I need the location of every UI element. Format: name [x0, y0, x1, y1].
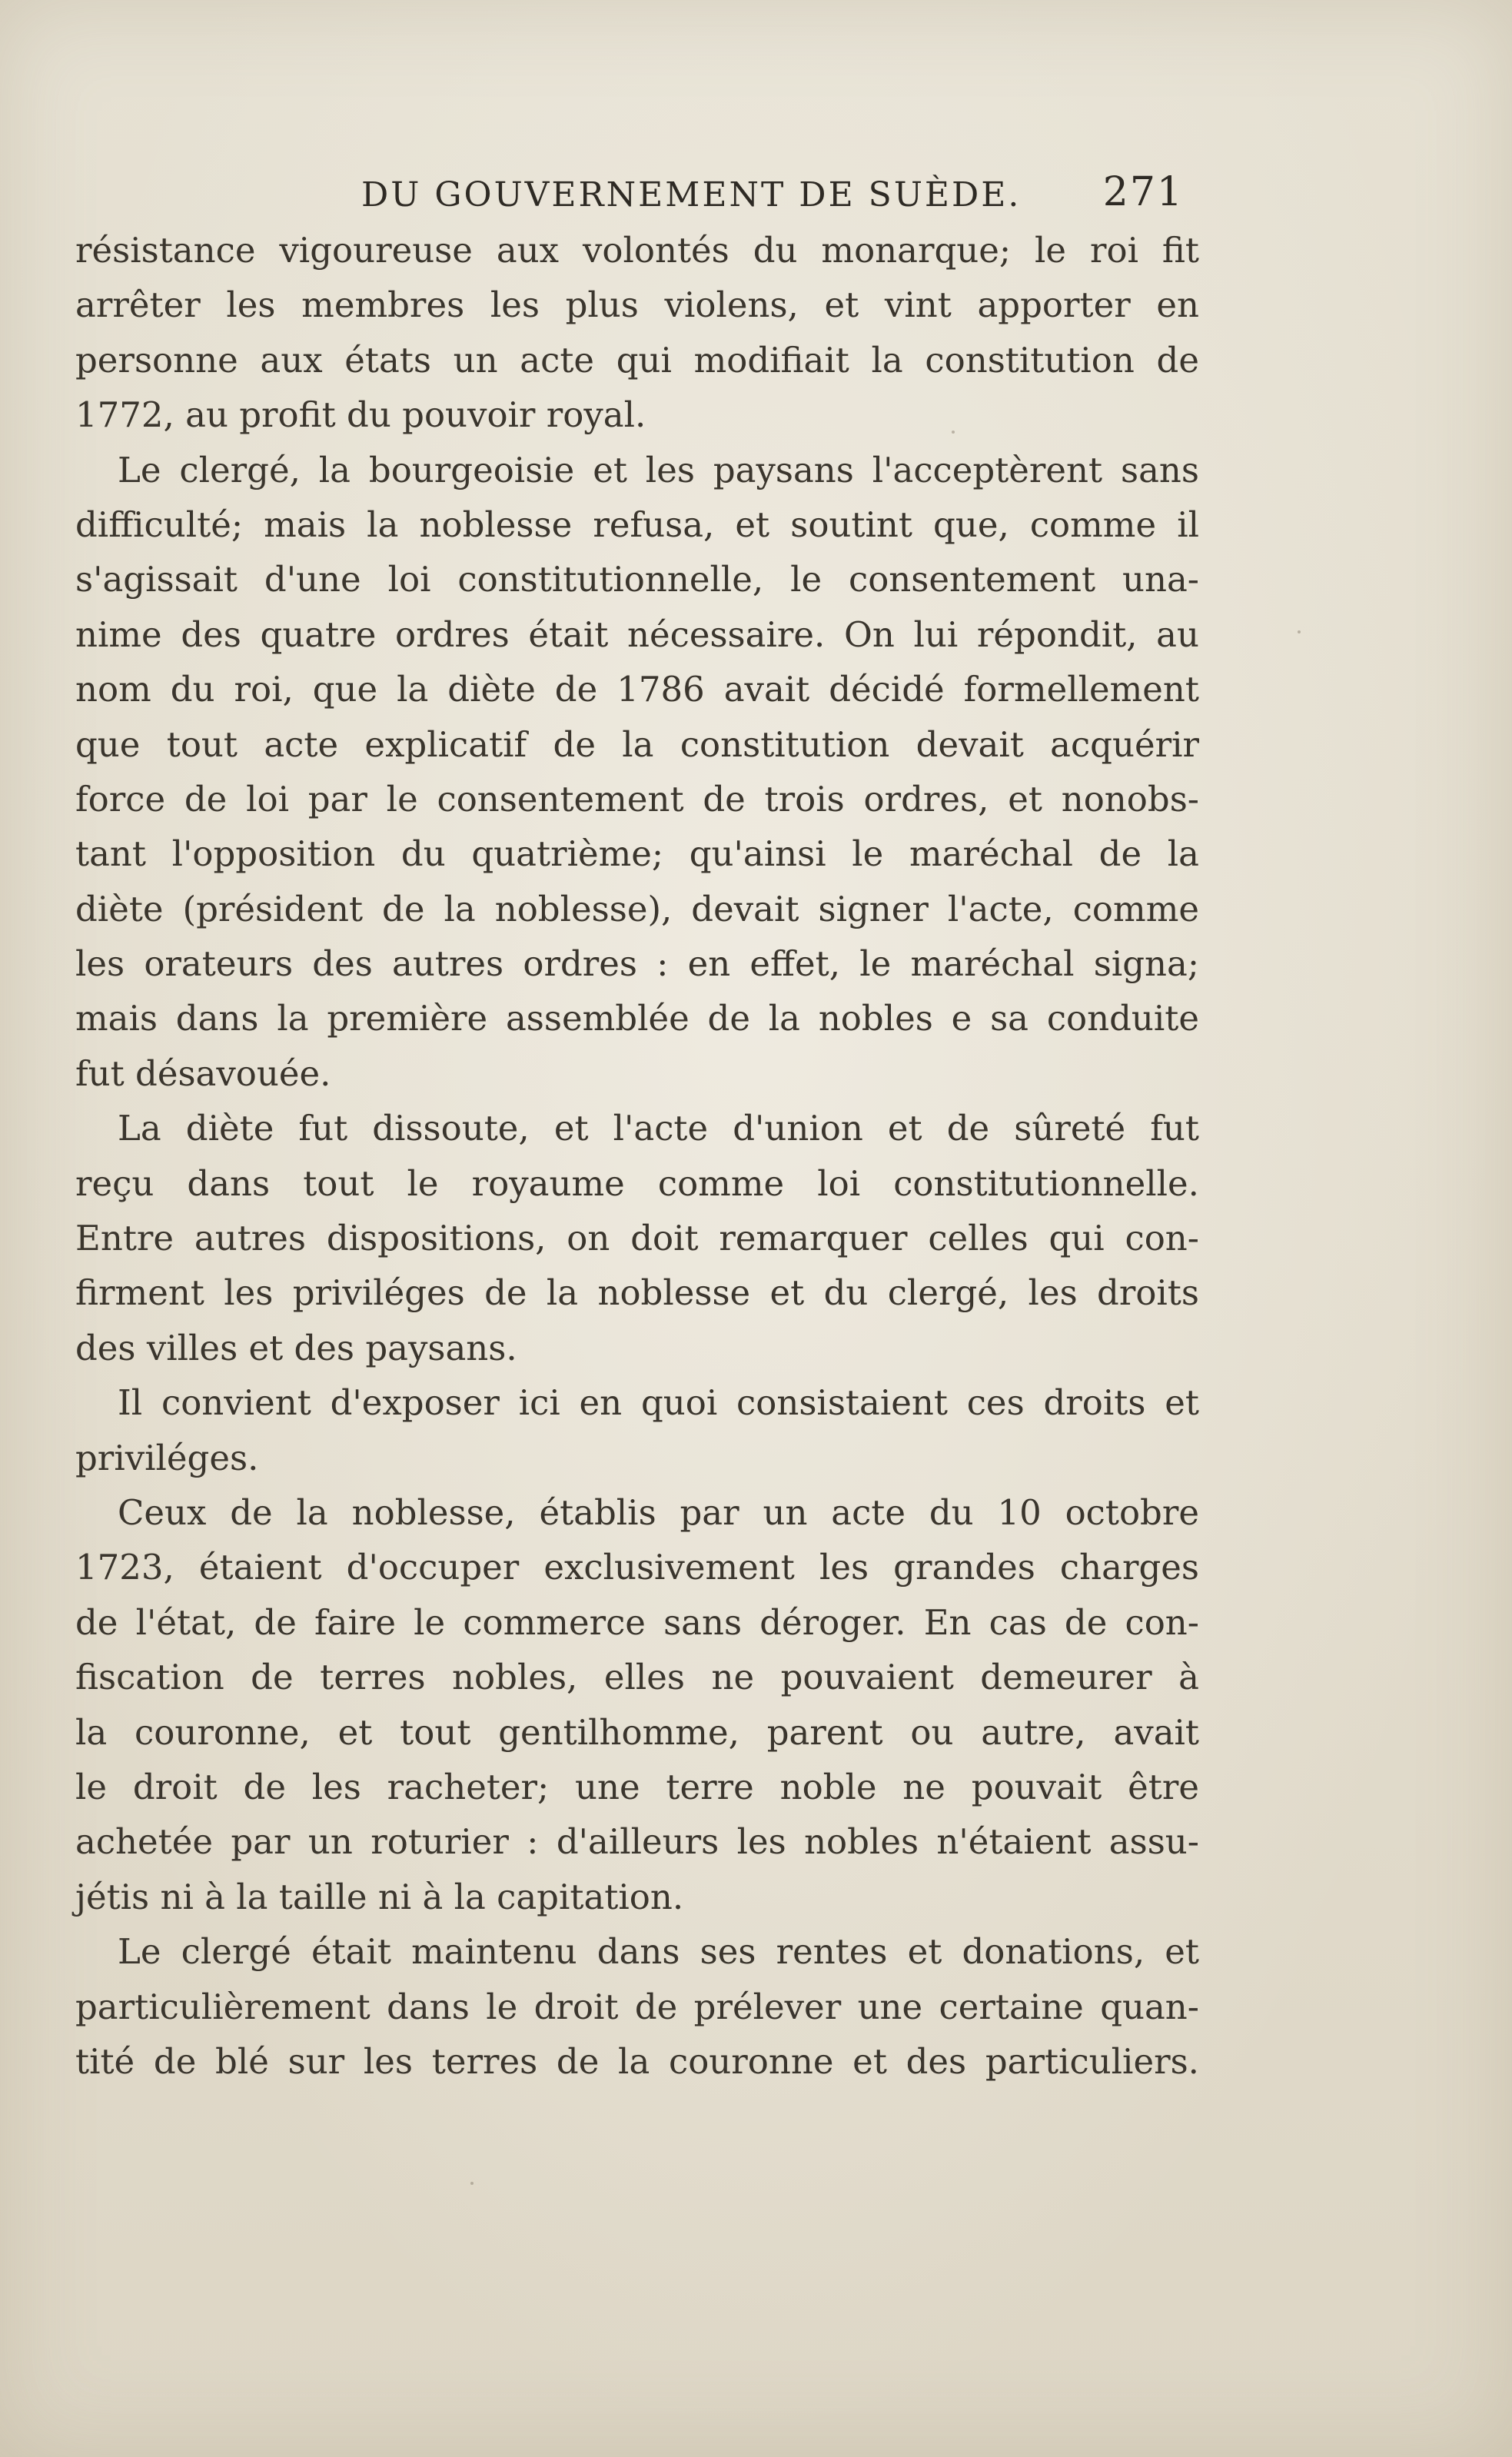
text-line: Il convient d'exposer ici en quoi consistaient ces droits et: [118, 1382, 1199, 1424]
text-line: résistance vigoureuse aux volontés du monarque; le roi fit: [75, 230, 1199, 271]
text-line: firment les priviléges de la noblesse et du clergé, les droits: [75, 1272, 1199, 1314]
text-line: les orateurs des autres ordres : en effet, le maréchal signa;: [75, 943, 1199, 985]
page-number: 271: [1102, 169, 1184, 215]
text-line: s'agissait d'une loi constitutionnelle, le consentement una-: [75, 559, 1199, 600]
text-line: personne aux états un acte qui modifiait la constitution de: [75, 339, 1199, 381]
text-line: de l'état, de faire le commerce sans déroger. En cas de con-: [75, 1601, 1199, 1643]
text-line: force de loi par le consentement de trois ordres, et nonobs-: [75, 778, 1199, 820]
text-line: des villes et des paysans.: [75, 1327, 517, 1368]
text-line: nom du roi, que la diète de 1786 avait décidé formellement: [75, 669, 1199, 710]
text-line: 1772, au profit du pouvoir royal.: [75, 394, 646, 436]
paper-speck: [952, 431, 955, 434]
text-line: fiscation de terres nobles, elles ne pouvaient demeurer à: [75, 1657, 1199, 1698]
text-line: reçu dans tout le royaume comme loi constitutionnelle.: [75, 1162, 1199, 1204]
text-line: Le clergé, la bourgeoisie et les paysans l'acceptèrent sans: [118, 449, 1199, 490]
text-line: 1723, étaient d'occuper exclusivement les grandes charges: [75, 1547, 1199, 1588]
body-text: [75, 223, 1199, 2089]
text-line: La diète fut dissoute, et l'acte d'union et de sûreté fut: [118, 1108, 1199, 1149]
text-line: tité de blé sur les terres de la couronne et des particuliers.: [75, 2040, 1199, 2082]
text-line: arrêter les membres les plus violens, et vint apporter en: [75, 284, 1199, 326]
text-line: priviléges.: [75, 1437, 259, 1478]
text-line: Ceux de la noblesse, établis par un acte du 10 octobre: [118, 1491, 1199, 1533]
text-line: fut désavouée.: [75, 1052, 331, 1094]
text-line: tant l'opposition du quatrième; qu'ainsi le maréchal de la: [75, 833, 1199, 875]
text-line: Le clergé était maintenu dans ses rentes et donations, et: [118, 1931, 1199, 1973]
text-line: diète (président de la noblesse), devait signer l'acte, comme: [75, 888, 1199, 929]
text-line: jétis ni à la taille ni à la capitation.: [75, 1876, 684, 1917]
text-line: le droit de les racheter; une terre noble ne pouvait être: [75, 1766, 1199, 1807]
paper-speck: [1298, 630, 1301, 633]
text-line: la couronne, et tout gentilhomme, parent ou autre, avait: [75, 1711, 1199, 1753]
text-line: achetée par un roturier : d'ailleurs les nobles n'étaient assu-: [75, 1821, 1199, 1863]
text-line: nime des quatre ordres était nécessaire. On lui répondit, au: [75, 613, 1199, 655]
text-line: mais dans la première assemblée de la nobles e sa conduite: [75, 998, 1199, 1039]
running-head-title: DU GOUVERNEMENT DE SUÈDE.: [361, 175, 1022, 214]
running-head: [77, 161, 1199, 215]
paper-speck: [470, 2182, 474, 2185]
text-line: que tout acte explicatif de la constitution devait acquérir: [75, 723, 1199, 765]
text-line: difficulté; mais la noblesse refusa, et soutint que, comme il: [75, 504, 1199, 545]
text-line: particulièrement dans le droit de prélever une certaine quan-: [75, 1986, 1199, 2027]
text-line: Entre autres dispositions, on doit remarquer celles qui con-: [75, 1218, 1199, 1259]
